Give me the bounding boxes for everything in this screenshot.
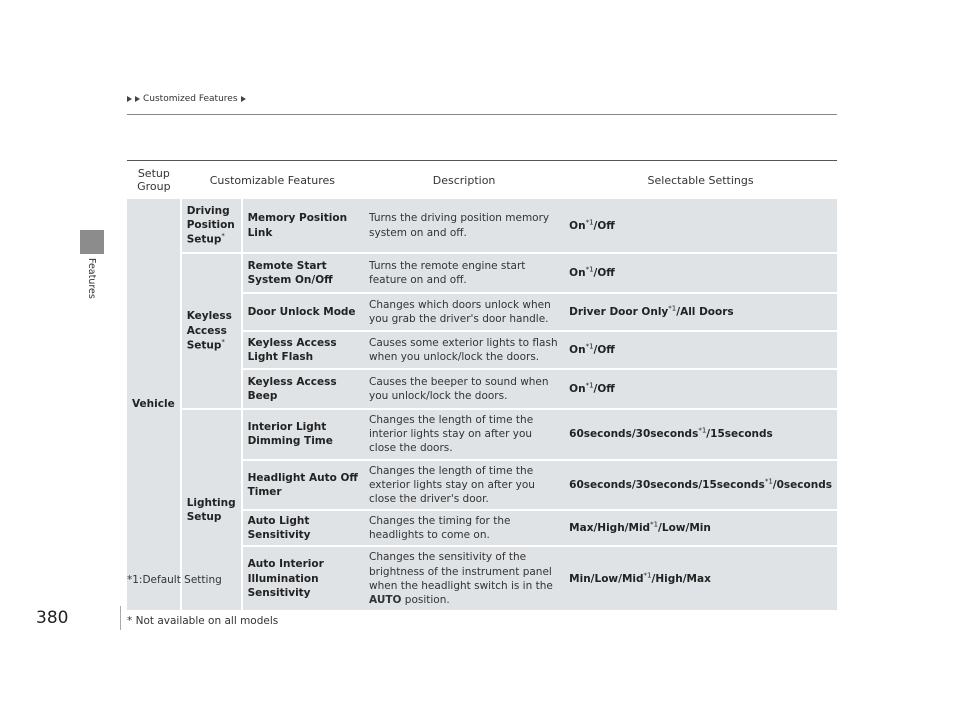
breadcrumb-arrow-icon — [241, 96, 246, 102]
feature-name: Remote Start System On/Off — [242, 253, 364, 293]
subgroup-driving-position-setup: Driving Position Setup* — [181, 199, 242, 253]
header-customizable-features: Customizable Features — [181, 161, 364, 200]
feature-name: Headlight Auto Off Timer — [242, 460, 364, 511]
feature-name: Memory Position Link — [242, 199, 364, 253]
feature-description: Changes the timing for the headlights to come on. — [364, 510, 564, 546]
feature-settings: 60seconds/30seconds$^{*1}$/15seconds — [564, 409, 837, 460]
header-setup-group: Setup Group — [127, 161, 181, 200]
header-description: Description — [364, 161, 564, 200]
setup-group-vehicle: Vehicle — [127, 199, 181, 611]
table-row — [127, 409, 837, 460]
feature-settings: On$^{*1}$/Off — [564, 199, 837, 253]
header-divider — [127, 114, 837, 115]
page-number: 380 — [36, 608, 69, 628]
feature-settings: On$^{*1}$/Off — [564, 253, 837, 293]
header-selectable-settings: Selectable Settings — [564, 161, 837, 200]
feature-description: Changes the sensitivity of the brightness of the instrument panel when the headlight switch is in the AUTO position. — [364, 546, 564, 611]
feature-settings: Driver Door Only$^{*1}$/All Doors — [564, 293, 837, 331]
footer-divider — [120, 606, 121, 630]
subgroup-keyless-access-setup: Keyless Access Setup* — [181, 253, 242, 409]
feature-name: Door Unlock Mode — [242, 293, 364, 331]
breadcrumb-arrow-icon — [135, 96, 140, 102]
feature-description: Causes the beeper to sound when you unlock/lock the doors. — [364, 369, 564, 409]
feature-settings: Min/Low/Mid$^{*1}$/High/Max — [564, 546, 837, 611]
availability-footnote: * Not available on all models — [127, 615, 279, 627]
feature-name: Auto Interior Illumination Sensitivity — [242, 546, 364, 611]
feature-settings: On$^{*1}$/Off — [564, 369, 837, 409]
breadcrumb[interactable] — [127, 94, 246, 104]
subgroup-lighting-setup: Lighting Setup — [181, 409, 242, 611]
feature-description: Causes some exterior lights to flash when you unlock/lock the doors. — [364, 331, 564, 369]
feature-name: Auto Light Sensitivity — [242, 510, 364, 546]
table-header-row — [127, 161, 837, 200]
feature-description: Changes the length of time the interior lights stay on after you close the doors. — [364, 409, 564, 460]
customized-features-table — [127, 160, 837, 612]
feature-name: Keyless Access Light Flash — [242, 331, 364, 369]
table-row — [127, 253, 837, 293]
table-row — [127, 199, 837, 253]
feature-name: Keyless Access Beep — [242, 369, 364, 409]
breadcrumb-arrow-icon — [127, 96, 132, 102]
feature-description: Turns the driving position memory system on and off. — [364, 199, 564, 253]
breadcrumb-label[interactable]: Customized Features — [143, 94, 238, 104]
chapter-tab-marker — [80, 230, 104, 254]
feature-name: Interior Light Dimming Time — [242, 409, 364, 460]
feature-description: Changes which doors unlock when you grab the driver's door handle. — [364, 293, 564, 331]
default-setting-footnote: *1:Default Setting — [127, 574, 222, 586]
feature-description: Changes the length of time the exterior lights stay on after you close the driver's door. — [364, 460, 564, 511]
feature-description: Turns the remote engine start feature on and off. — [364, 253, 564, 293]
feature-settings: On$^{*1}$/Off — [564, 331, 837, 369]
feature-settings: 60seconds/30seconds/15seconds$^{*1}$/0seconds — [564, 460, 837, 511]
chapter-tab-label: Features — [86, 258, 97, 299]
feature-settings: Max/High/Mid$^{*1}$/Low/Min — [564, 510, 837, 546]
